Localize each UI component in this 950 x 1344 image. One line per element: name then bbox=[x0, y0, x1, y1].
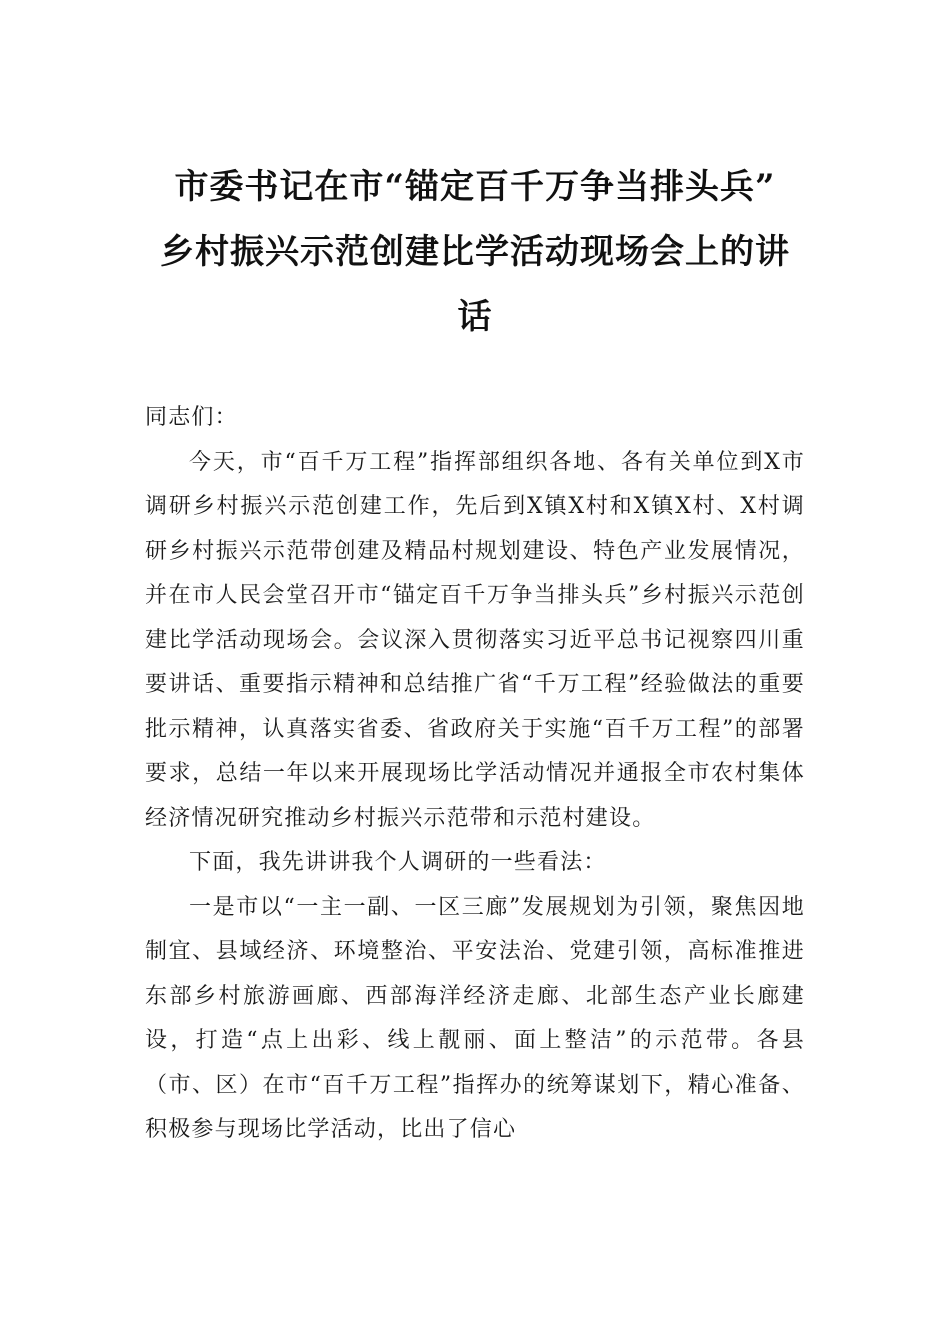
document-title bbox=[145, 155, 805, 350]
paragraph-transition: 下面，我先讲讲我个人调研的一些看法： bbox=[189, 850, 607, 875]
document-body bbox=[145, 396, 805, 1153]
paragraph-intro: 今天，市“百千万工程”指挥部组织各地、各有关单位到X市调研乡村振兴示范创建工作，先后到X镇X村和X镇X村、X村调研乡村振兴示范带创建及精品村规划建设、特色产业发展情况，并在市人民会堂召开市“锚定百千万争当排头兵”乡村振兴示范创建比学活动现场会。会议深入贯彻落实习近平总书记视察四川重要讲话、重要指示精神和总结推广省“千万工程”经验做法的重要批示精神，认真落实省委、省政府关于实施“百千万工程”的部署要求，总结一年以来开展现场比学活动情况并通报全市农村集体经济情况研究推动乡村振兴示范带和示范村建设。 bbox=[145, 449, 805, 831]
paragraph-point-one: 一是市以“一主一副、一区三廊”发展规划为引领，聚焦因地制宜、县域经济、环境整治、平安法治、党建引领，高标准推进东部乡村旅游画廊、西部海洋经济走廊、北部生态产业长廊建设，打造“点上出彩、线上靓丽、面上整洁”的示范带。各县（市、区）在市“百千万工程”指挥办的统筹谋划下，精心准备、积极参与现场比学活动，比出了信心 bbox=[145, 894, 805, 1142]
title-line-1: 市委书记在市“锚定百千万争当排头兵” bbox=[174, 167, 776, 207]
title-line-3: 话 bbox=[457, 297, 493, 337]
salutation: 同志们： bbox=[145, 405, 238, 430]
title-line-2: 乡村振兴示范创建比学活动现场会上的讲 bbox=[160, 232, 790, 272]
